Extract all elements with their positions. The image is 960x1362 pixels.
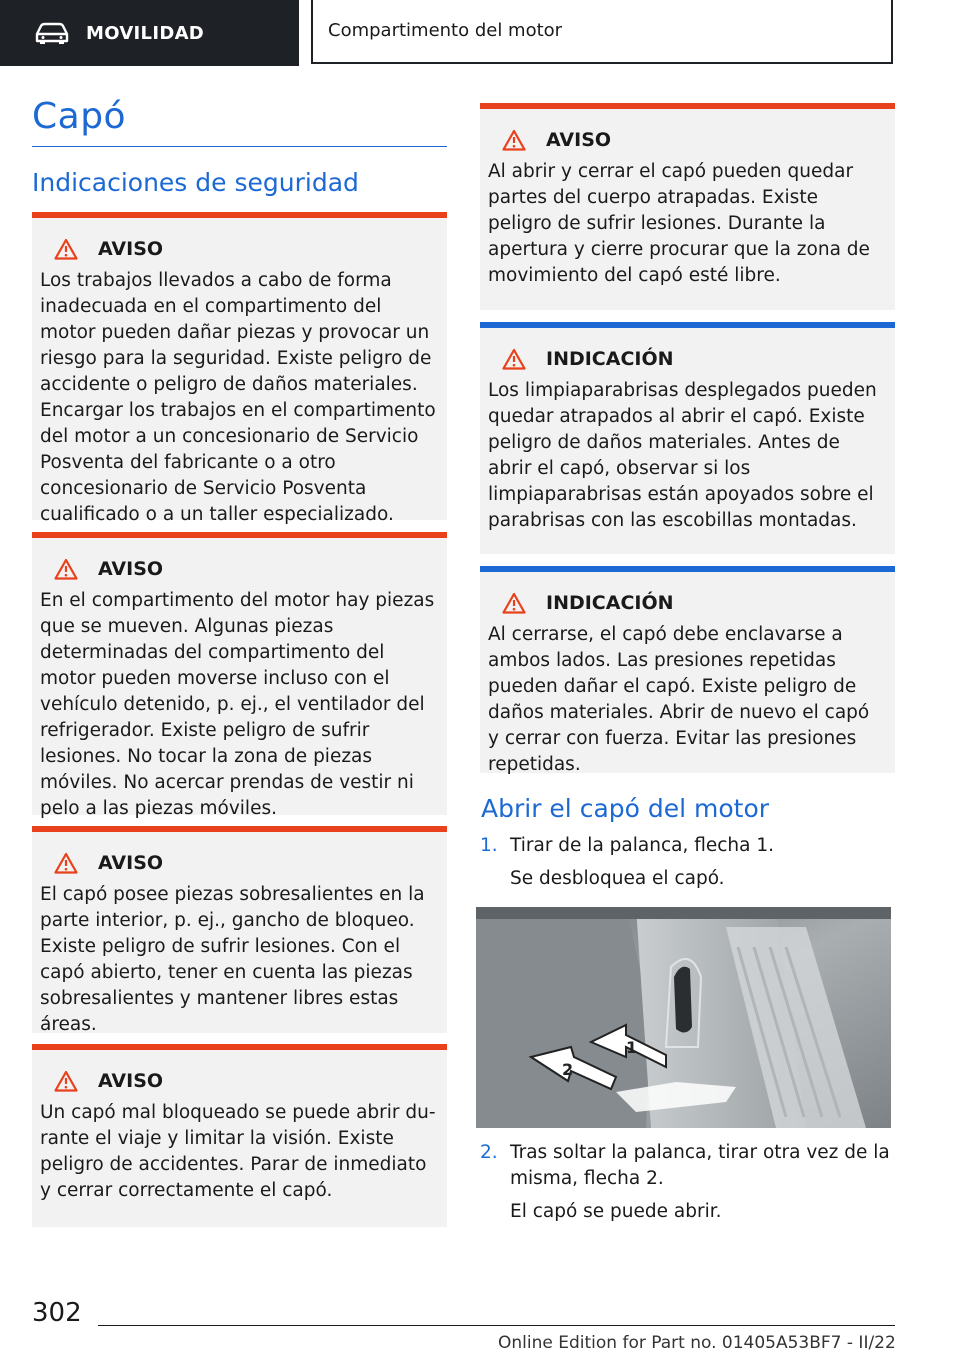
procedure-step [480, 1140, 895, 1192]
box-title: AVISO [98, 852, 164, 874]
box-title: AVISO [98, 238, 164, 260]
box-text: Los limpiaparabrisas desplegados pueden quedar atrapados al abrir el capó. Existe peligro de daños materiales. Antes de abrir el capó, observar si los limpiaparabrisas están apoyados sobre el parabrisas con las escobillas montadas. [488, 380, 877, 531]
warning-box [480, 103, 895, 310]
box-title: INDICACIÓN [546, 592, 674, 614]
warning-triangle-icon [54, 558, 78, 580]
page-number: 302 [32, 1298, 82, 1328]
step-number: 1. [480, 835, 498, 856]
box-text: El capó posee piezas sobresalientes en la parte interior, p. ej., gancho de bloqueo. Existe peligro de sufrir lesiones. Con el capó abierto, tener en cuenta las piezas sobresalientes y mantener libres estas áreas. [40, 884, 425, 1035]
box-text: Los trabajos llevados a cabo de forma inadecuada en el compartimento del motor pueden dañar piezas y provocar un riesgo para la seguridad. Existe peligro de accidente o peligro de daños materiales. Encargar los trabajos en el compartimento del motor a un concesionario de Servicio Posventa del fabricante o a otro concesionario de Servicio Posventa cualificado o a un taller especializado. [40, 270, 436, 525]
box-title: AVISO [546, 129, 612, 151]
step-result: El capó se puede abrir. [510, 1201, 722, 1222]
edition-note: Online Edition for Part no. 01405A53BF7 - II/22 [498, 1333, 896, 1353]
procedure-title: Abrir el capó del motor [481, 794, 770, 823]
chapter-title: Compartimento del motor [328, 19, 563, 41]
warning-triangle-icon [54, 1070, 78, 1092]
box-text: Al abrir y cerrar el capó pueden quedar partes del cuerpo atrapadas. Existe peligro de sufrir lesiones. Durante la apertura y cierre procurar que la zona de movimiento del capó esté libre. [488, 161, 870, 286]
step-text: Tras soltar la palanca, tirar otra vez de la misma, flecha 2. [510, 1142, 890, 1189]
warning-triangle-icon [502, 592, 526, 614]
warning-box [32, 826, 447, 1033]
car-icon [34, 22, 70, 44]
hood-release-lever-photo [476, 907, 891, 1128]
section-subtitle: Indicaciones de seguridad [32, 168, 359, 197]
warning-triangle-icon [54, 238, 78, 260]
box-text: Un capó mal bloqueado se puede abrir durante el viaje y limitar la visión. Existe peligro de accidentes. Parar de inmediato y cerrar correctamente el capó. [40, 1102, 436, 1201]
title-divider [32, 146, 447, 147]
page-title: Capó [32, 96, 127, 137]
warning-box [32, 532, 447, 819]
note-box [480, 322, 895, 554]
section-label: MOVILIDAD [86, 22, 205, 44]
chapter-header [311, 0, 893, 64]
photo-illustration [476, 907, 891, 1128]
warning-box [32, 212, 447, 525]
procedure-step [480, 833, 895, 859]
step-result: Se desbloquea el capó. [510, 868, 725, 889]
section-tab[interactable] [0, 0, 299, 66]
box-title: AVISO [98, 1070, 164, 1092]
box-text: Al cerrarse, el capó debe enclavarse a ambos lados. Las presiones repetidas pueden dañar el capó. Existe peligro de daños materiales. Abrir de nuevo el capó y cerrar con fuerza. Evitar las presiones repetidas. [488, 624, 870, 775]
warning-box [32, 1044, 447, 1227]
arrow-2-label: 2 [562, 1060, 574, 1079]
warning-triangle-icon [502, 348, 526, 370]
note-box [480, 566, 895, 773]
warning-triangle-icon [54, 852, 78, 874]
step-number: 2. [480, 1142, 498, 1163]
step-text: Tirar de la palanca, flecha 1. [510, 835, 775, 856]
box-text: En el compartimento del motor hay piezas que se mueven. Algunas piezas determinadas del compartimento del motor pueden moverse incluso con el vehículo detenido, p. ej., el ventilador del refrigerador. Existe peligro de sufrir lesiones. No tocar la zona de piezas móviles. No acercar prendas de vestir ni pelo a las piezas móviles. [40, 590, 435, 819]
box-title: AVISO [98, 558, 164, 580]
arrow-1-label: 1 [626, 1038, 638, 1057]
footer-divider [98, 1325, 895, 1326]
warning-triangle-icon [502, 129, 526, 151]
box-title: INDICACIÓN [546, 348, 674, 370]
